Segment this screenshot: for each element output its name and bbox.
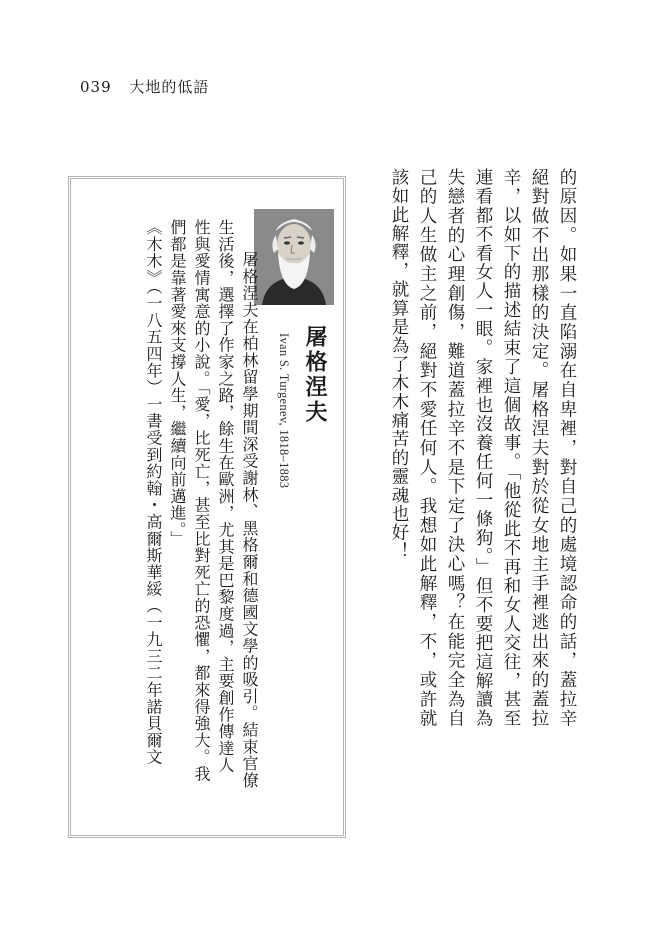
main-paragraph: 的原因。如果一直陷溺在自卑裡，對自己的處境認命的話，蓋拉辛絕對做不出那樣的決定。屠格涅夫對於從女地主手裡逃出來的蓋拉辛，以如下的描述結束了這個故事。「他從此不再和女人交往，甚至連看都不看女人一眼。家裡也沒養任何一條狗。」但不要把這解讀為失戀者的心理創傷，難道蓋拉辛不是下定了決心嗎？在能完全為自己的人生做主之前，絕對不愛任何人。我想如此解釋，不，或許就該如此解釋，就算是為了木木痛苦的靈魂也好！ [389,168,577,728]
author-portrait-icon [254,209,334,305]
page-number: 039 [80,78,112,96]
author-name-en: Ivan S. Turgenev, 1818–1883 [277,333,291,489]
author-bio-text [141,219,261,789]
main-body-text [385,168,581,728]
author-name-block [276,325,330,805]
author-sidebar-box [68,176,346,838]
bio-paragraph-2: 《木木》（一八五四年）一書受到約翰・高爾斯華綏（一九三二年諾貝爾文 [144,219,163,766]
running-header [80,76,209,97]
bio-paragraph-1: 屠格涅夫在柏林留學期間深受謝林、黑格爾和德國文學的吸引。結束官僚生活後，選擇了作家之路，餘生在歐洲，尤其是巴黎度過，主要創作傳達人性與愛情寓意的小說。「愛，比死亡，甚至比對死亡的恐懼，都來得強大。我們都是靠著愛來支撐人生，繼續向前邁進。」 [168,219,259,789]
author-name-zh: 屠格涅夫 [302,325,327,425]
book-title: 大地的低語 [129,78,210,96]
